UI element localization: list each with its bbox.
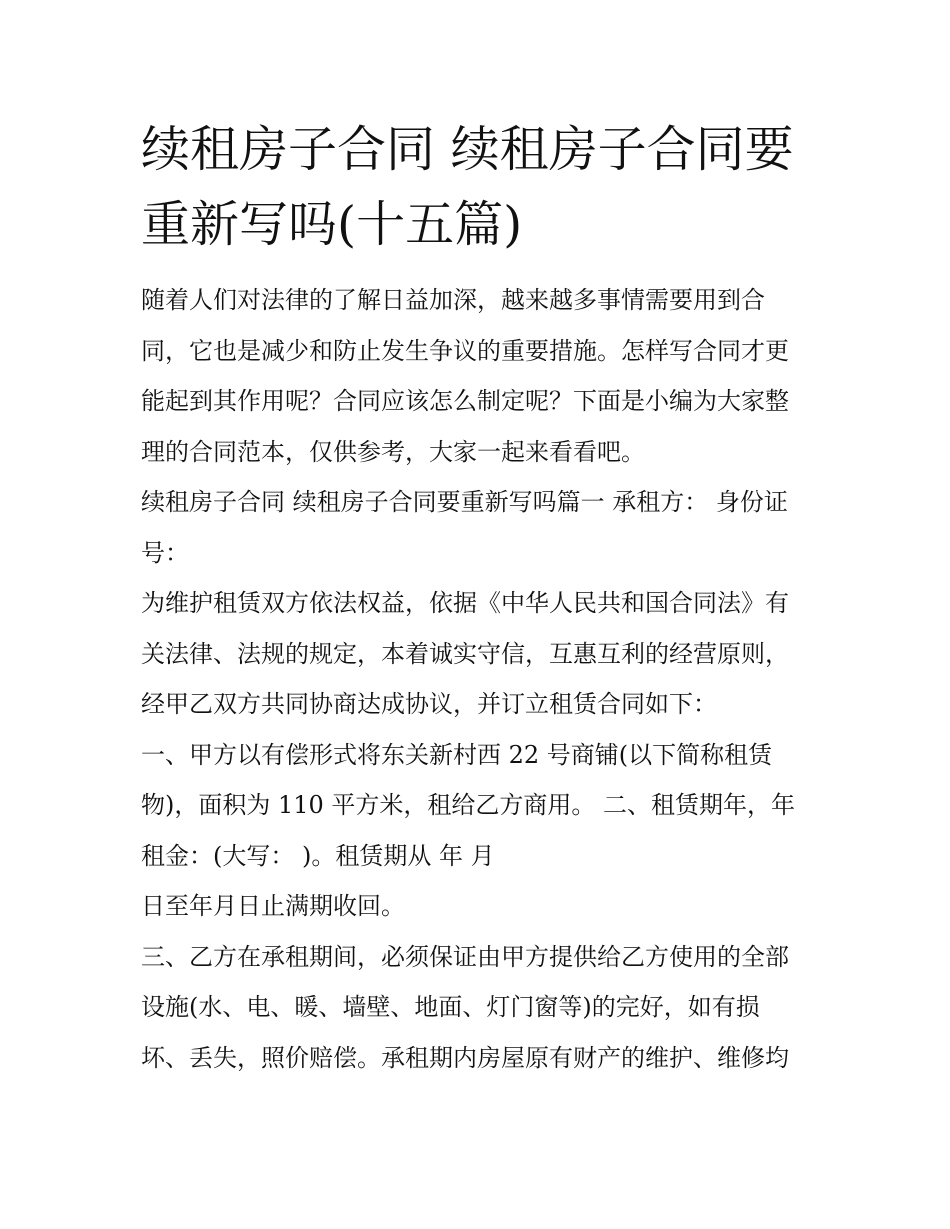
- body-line: 能起到其作用呢？合同应该怎么制定呢？下面是小编为大家整: [141, 387, 789, 415]
- body-line: 租金：(大写： )。租赁期从 年 月: [141, 841, 495, 870]
- body-line: 为维护租赁双方依法权益，依据《中华人民共和国合同法》有: [141, 589, 789, 617]
- body-line: 关法律、法规的规定，本着诚实守信，互惠互利的经营原则，: [141, 639, 789, 668]
- body-line: 同，它也是减少和防止发生争议的重要措施。怎样写合同才更: [141, 336, 789, 365]
- body-line: 随着人们对法律的了解日益加深，越来越多事情需要用到合: [141, 286, 765, 314]
- body-line: 三、乙方在承租期间，必须保证由甲方提供给乙方使用的全部: [141, 942, 789, 971]
- body-line: 续租房子合同 续租房子合同要重新写吗篇一 承租方： 身份证: [141, 488, 788, 516]
- body-line: 一、甲方以有偿形式将东关新村西 22 号商铺(以下简称租赁: [141, 740, 773, 769]
- body-line: 设施(水、电、暖、墙壁、地面、灯门窗等)的完好，如有损: [141, 993, 760, 1021]
- title-line: 续租房子合同 续租房子合同要: [141, 121, 794, 178]
- body-line: 经甲乙双方共同协商达成协议，并订立租赁合同如下：: [141, 690, 717, 718]
- body-line: 理的合同范本，仅供参考，大家一起来看看吧。: [141, 437, 645, 466]
- body-line: 日至年月日止满期收回。: [141, 892, 405, 920]
- body-line: 物)，面积为 110 平方米，租给乙方商用。 二、租赁期年，年: [141, 791, 796, 819]
- body-line: 坏、丢失，照价赔偿。承租期内房屋原有财产的维护、维修均: [141, 1043, 789, 1072]
- document-title: [141, 112, 821, 262]
- title-line: 重新写吗(十五篇): [141, 196, 523, 253]
- document-body: [141, 275, 821, 1083]
- body-line: 号：: [141, 538, 189, 567]
